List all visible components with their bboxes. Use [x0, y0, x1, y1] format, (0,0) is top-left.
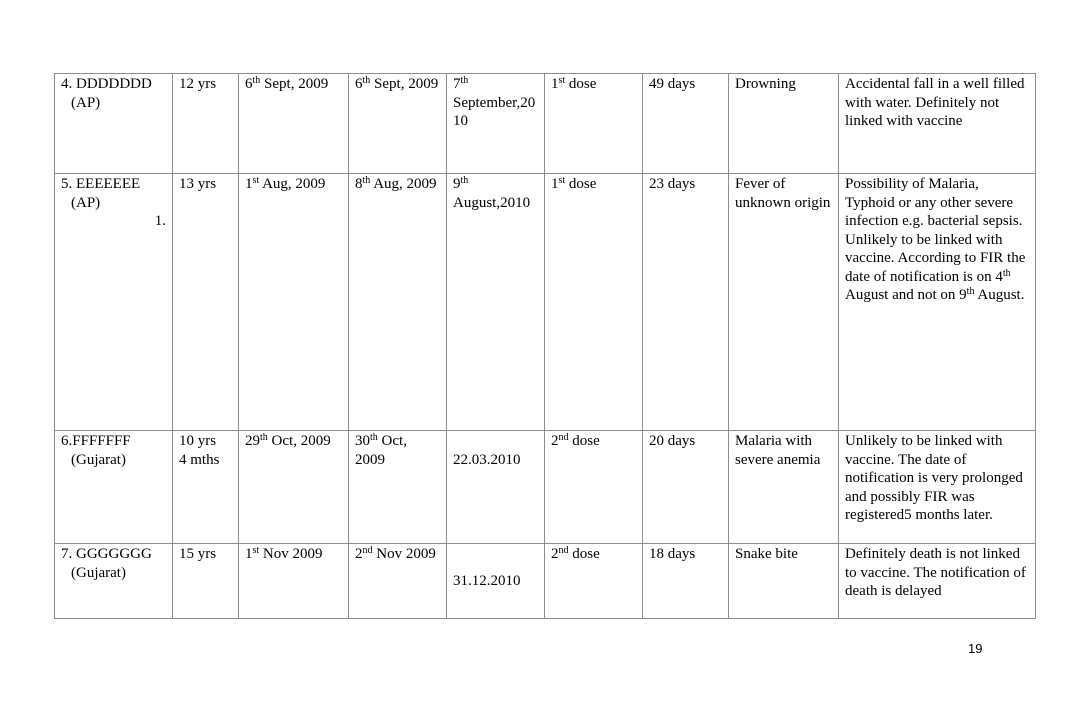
- case-name: 5. EEEEEEE: [61, 176, 141, 192]
- interval-cell: 49 days: [643, 74, 729, 174]
- case-state: (AP): [71, 94, 101, 111]
- table-row: [55, 174, 1036, 431]
- remarks-cell: Accidental fall in a well filled with water. Definitely not linked with vaccine: [839, 74, 1036, 174]
- vaccination-date-cell: 1st Aug, 2009: [239, 174, 349, 431]
- event-date-cell: 2nd Nov 2009: [349, 544, 447, 619]
- case-cell: [55, 431, 173, 544]
- age-cell: 15 yrs: [173, 544, 239, 619]
- case-cell: [55, 544, 173, 619]
- case-name: 6.FFFFFFF: [61, 433, 131, 449]
- remarks-cell: Unlikely to be linked with vaccine. The date of notification is very prolonged and possibly FIR was registered5 months later.: [839, 431, 1036, 544]
- remarks-cell: Possibility of Malaria, Typhoid or any other severe infection e.g. bacterial sepsis. Unlikely to be linked with vaccine. According to FIR the date of notification is on 4th August and not on 9th August.: [839, 174, 1036, 431]
- cause-cell: Drowning: [729, 74, 839, 174]
- event-date-cell: 6th Sept, 2009: [349, 74, 447, 174]
- case-name: 7. GGGGGGG: [61, 546, 152, 562]
- case-state: (Gujarat): [71, 564, 126, 581]
- table-row: [55, 544, 1036, 619]
- age-cell: 12 yrs: [173, 74, 239, 174]
- notification-date-cell: 31.12.2010: [447, 544, 545, 619]
- case-state: (AP): [71, 194, 101, 211]
- vaccination-date-cell: 1st Nov 2009: [239, 544, 349, 619]
- vaccination-date-cell: 29th Oct, 2009: [239, 431, 349, 544]
- age-cell: 10 yrs 4 mths: [173, 431, 239, 544]
- page-number: 19: [968, 641, 983, 656]
- case-cell: [55, 174, 173, 431]
- dose-cell: 2nd dose: [545, 544, 643, 619]
- age-cell: 13 yrs: [173, 174, 239, 431]
- interval-cell: 20 days: [643, 431, 729, 544]
- cause-cell: Fever of unknown origin: [729, 174, 839, 431]
- event-date-cell: 30th Oct, 2009: [349, 431, 447, 544]
- notification-date-cell: 22.03.2010: [447, 431, 545, 544]
- list-marker: 1.: [154, 213, 166, 229]
- dose-cell: 2nd dose: [545, 431, 643, 544]
- event-date-cell: 8th Aug, 2009: [349, 174, 447, 431]
- notification-date-cell: 7th September,2010: [447, 74, 545, 174]
- interval-cell: 23 days: [643, 174, 729, 431]
- dose-cell: 1st dose: [545, 174, 643, 431]
- cause-cell: Malaria with severe anemia: [729, 431, 839, 544]
- case-state: (Gujarat): [71, 451, 126, 468]
- notification-date-cell: 9th August,2010: [447, 174, 545, 431]
- table-row: [55, 74, 1036, 174]
- interval-cell: 18 days: [643, 544, 729, 619]
- case-name: 4. DDDDDDD: [61, 76, 152, 92]
- remarks-cell: Definitely death is not linked to vaccine. The notification of death is delayed: [839, 544, 1036, 619]
- case-cell: [55, 74, 173, 174]
- cause-cell: Snake bite: [729, 544, 839, 619]
- dose-cell: 1st dose: [545, 74, 643, 174]
- table-row: [55, 431, 1036, 544]
- case-table: [54, 73, 1036, 619]
- vaccination-date-cell: 6th Sept, 2009: [239, 74, 349, 174]
